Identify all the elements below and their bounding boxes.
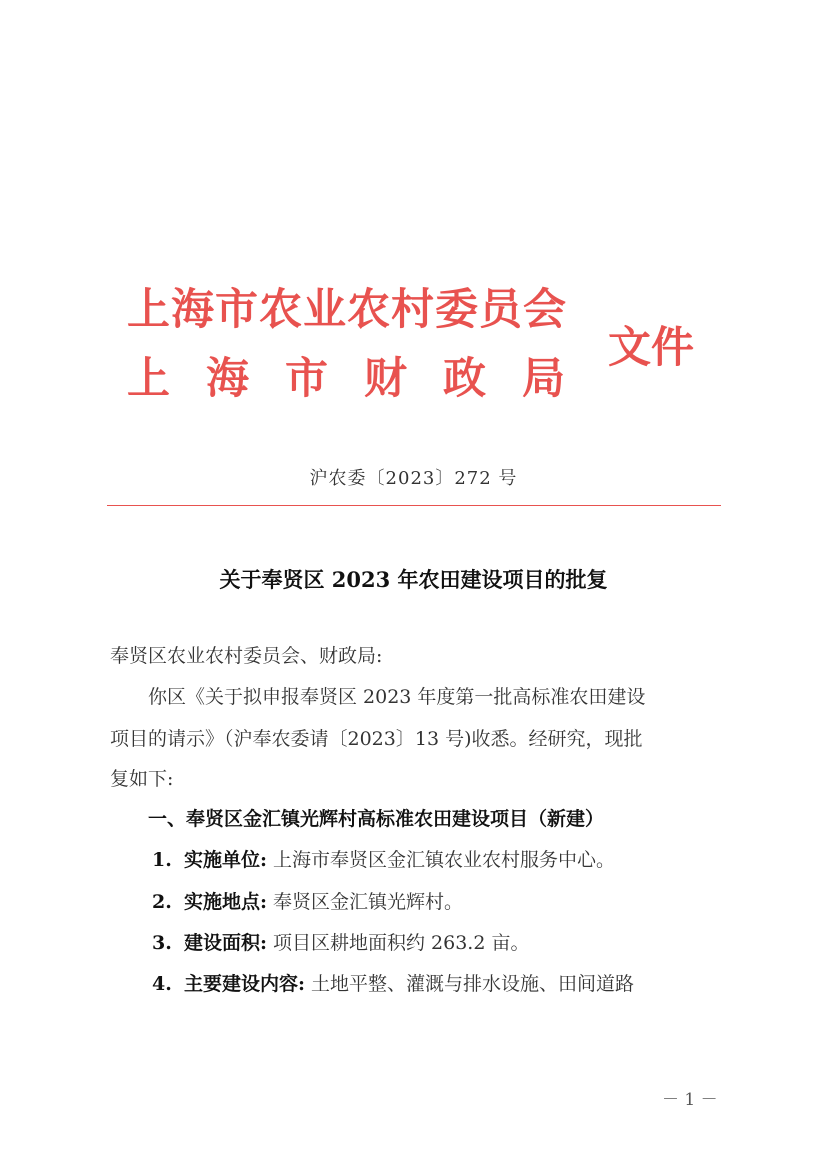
list-item xyxy=(152,893,463,912)
document-type: 文件 xyxy=(608,323,694,373)
red-divider xyxy=(107,505,721,506)
list-item xyxy=(152,934,529,953)
list-item xyxy=(152,851,615,870)
item-label: 实施单位: xyxy=(183,849,267,871)
section-heading: 一、奉贤区金汇镇光辉村高标准农田建设项目（新建） xyxy=(148,808,605,830)
item-label: 实施地点: xyxy=(183,891,267,913)
issuer-line-1: 上海市农业农村委员会 xyxy=(127,285,567,335)
item-text: 项目区耕地面积约 263.2 亩。 xyxy=(266,932,530,954)
item-number: 3. xyxy=(152,932,172,954)
item-number: 2. xyxy=(152,891,172,913)
paragraph-line-3: 复如下: xyxy=(110,768,174,790)
item-label: 主要建设内容: xyxy=(183,973,305,995)
item-number: 1. xyxy=(152,849,172,871)
document-title: 关于奉贤区 2023 年农田建设项目的批复 xyxy=(219,567,608,592)
paragraph-line-2: 项目的请示》（沪奉农委请〔2023〕13 号)收悉。经研究，现批 xyxy=(110,728,643,750)
document-number: 沪农委〔2023〕272 号 xyxy=(309,468,518,489)
list-item xyxy=(152,975,634,994)
paragraph-line-1: 你区《关于拟申报奉贤区 2023 年度第一批高标准农田建设 xyxy=(148,686,646,708)
item-text: 上海市奉贤区金汇镇农业农村服务中心。 xyxy=(266,849,615,871)
page-number: － 1 － xyxy=(662,1090,718,1110)
addressee: 奉贤区农业农村委员会、财政局: xyxy=(110,645,383,667)
item-label: 建设面积: xyxy=(183,932,267,954)
item-number: 4. xyxy=(152,973,172,995)
item-text: 奉贤区金汇镇光辉村。 xyxy=(266,891,463,913)
issuer-line-2: 上海市财政局 xyxy=(127,354,601,404)
item-text: 土地平整、灌溉与排水设施、田间道路 xyxy=(304,973,634,995)
